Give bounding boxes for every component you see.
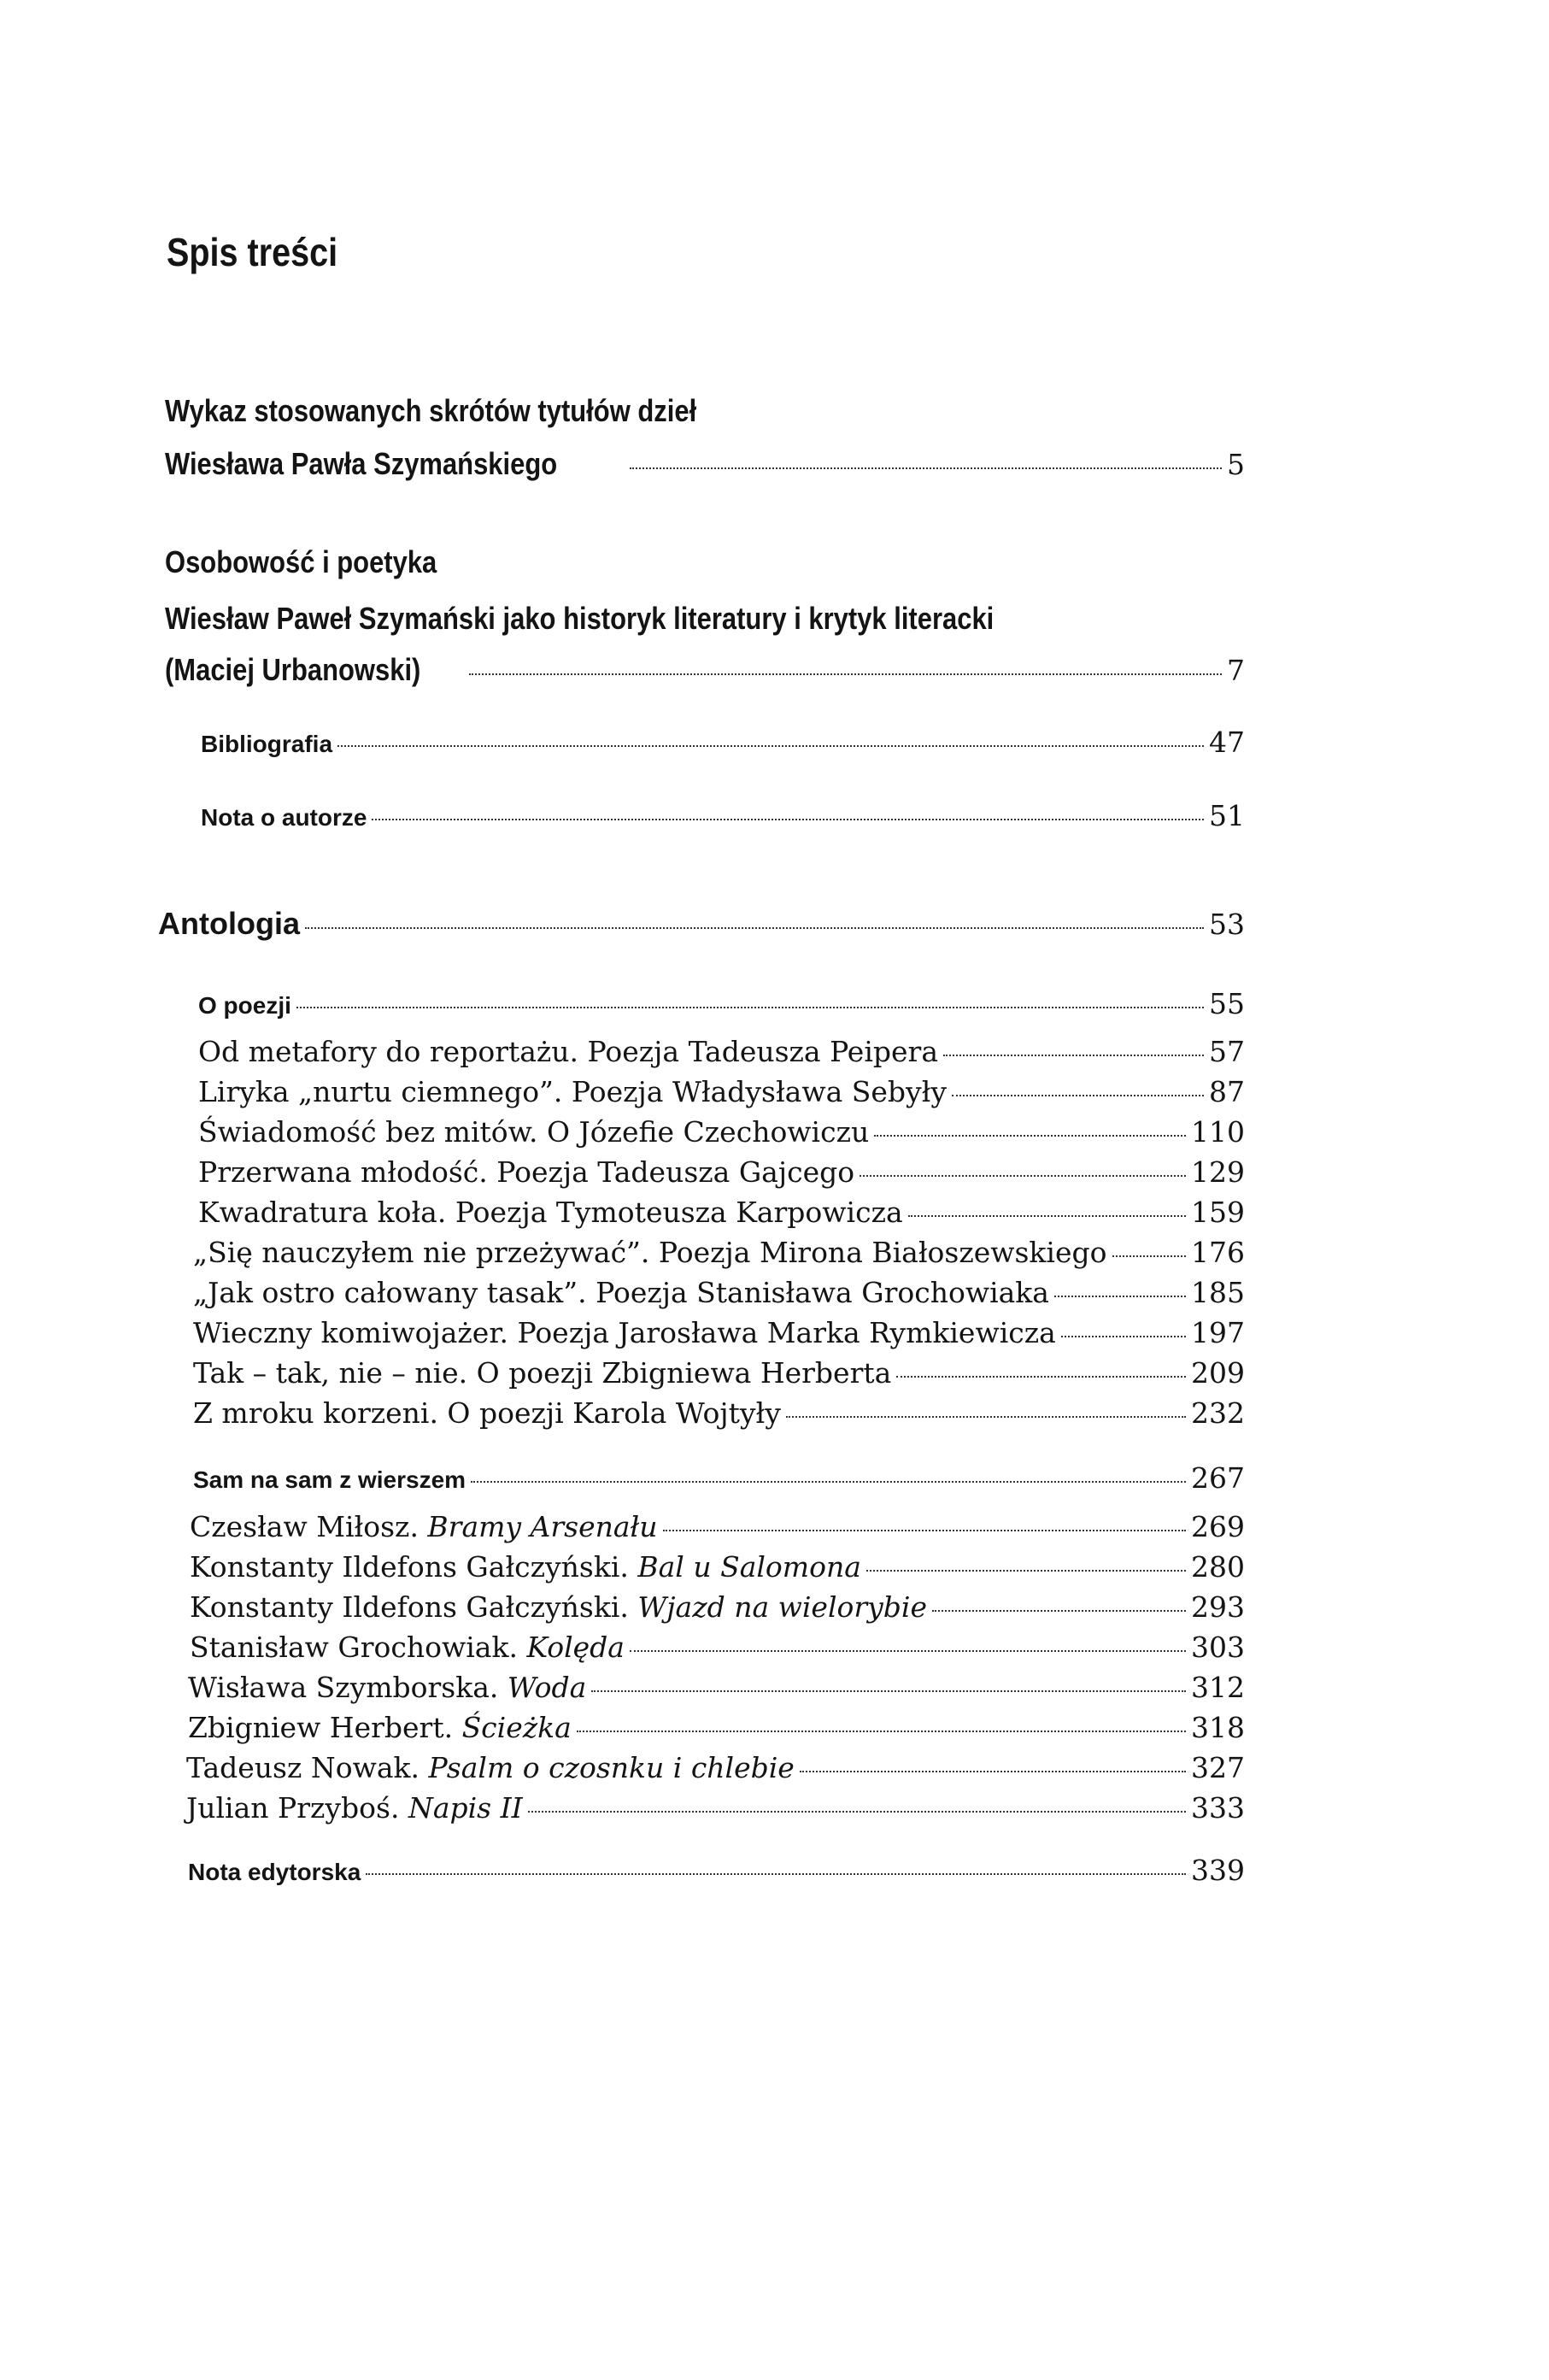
leader-dots: [528, 1811, 1186, 1813]
toc-essay-line1: Osobowość i poetyka: [165, 544, 437, 579]
toc-entry[interactable]: [193, 1396, 1245, 1430]
toc-abbrev-line2: Wiesława Pawła Szymańskiego: [165, 446, 558, 481]
toc-page-number: 293: [1191, 1590, 1245, 1624]
toc-entry[interactable]: [193, 1316, 1245, 1349]
leader-dots: [630, 1650, 1186, 1652]
toc-label: Antologia: [158, 906, 300, 941]
leader-dots: [591, 1690, 1186, 1692]
toc-entry[interactable]: [190, 1510, 1245, 1543]
toc-page-number: 280: [1191, 1550, 1245, 1584]
leader-dots: [952, 1095, 1204, 1096]
leader-dots: [337, 745, 1204, 747]
toc-page-number: 55: [1209, 987, 1245, 1020]
leader-dots: [860, 1175, 1186, 1177]
toc-page-number: 47: [1209, 726, 1245, 759]
toc-label: Od metafory do reportażu. Poezja Tadeusza Peipera: [198, 1035, 938, 1068]
toc-entry[interactable]: [198, 1196, 1245, 1229]
toc-entry-essay[interactable]: [165, 652, 1245, 687]
toc-page-number: 57: [1209, 1035, 1245, 1068]
leader-dots: [943, 1055, 1204, 1056]
toc-author: Tadeusz Nowak.: [186, 1751, 429, 1784]
toc-entry[interactable]: [193, 1356, 1245, 1390]
toc-work-title: Wjazd na wielorybie: [637, 1590, 927, 1624]
toc-author: Konstanty Ildefons Gałczyński.: [190, 1550, 638, 1584]
toc-entry-abbrev[interactable]: [165, 446, 1245, 481]
toc-entry[interactable]: [198, 1115, 1245, 1149]
toc-author: Julian Przyboś.: [186, 1791, 408, 1825]
toc-label: O poezji: [198, 992, 291, 1019]
toc-label: Z mroku korzeni. O poezji Karola Wojtyły: [193, 1396, 781, 1430]
leader-dots: [663, 1530, 1187, 1531]
toc-work-title: Woda: [507, 1671, 587, 1704]
toc-entry[interactable]: [193, 1278, 1245, 1307]
leader-dots: [874, 1135, 1186, 1137]
toc-author: Konstanty Ildefons Gałczyński.: [190, 1590, 638, 1624]
toc-page-number: 267: [1191, 1461, 1245, 1495]
toc-entry-antologia[interactable]: [158, 908, 1245, 939]
toc-label: Nota edytorska: [188, 1859, 361, 1885]
toc-page-number: 87: [1209, 1075, 1245, 1108]
toc-label: Świadomość bez mitów. O Józefie Czechowiczu: [198, 1115, 870, 1149]
toc-essay-line3: (Maciej Urbanowski): [165, 652, 421, 687]
toc-page-number: 129: [1191, 1155, 1245, 1189]
toc-page-number: 269: [1191, 1510, 1245, 1543]
toc-entry[interactable]: [190, 1631, 1245, 1664]
toc-entry-o-poezji[interactable]: [198, 987, 1245, 1020]
toc-work-title: Bramy Arsenału: [427, 1510, 658, 1543]
toc-entry-sam-na-sam[interactable]: [193, 1461, 1245, 1495]
toc-entry[interactable]: [186, 1751, 1245, 1784]
toc-entry[interactable]: [186, 1791, 1245, 1825]
toc-label: Sam na sam z wierszem: [193, 1466, 466, 1493]
toc-page-number: 197: [1191, 1316, 1245, 1349]
leader-dots: [471, 1481, 1186, 1483]
page-title: Spis treści: [167, 230, 338, 274]
leader-dots: [1112, 1255, 1186, 1257]
toc-entry[interactable]: [198, 1155, 1245, 1189]
toc-entry[interactable]: [193, 1236, 1245, 1269]
leader-dots: [372, 819, 1204, 820]
toc-label: Nota o autorze: [201, 804, 367, 831]
toc-work-title: Napis II: [408, 1791, 523, 1825]
toc-page-number: 303: [1191, 1631, 1245, 1664]
toc-page-number: 159: [1191, 1196, 1245, 1229]
toc-author: Czesław Miłosz.: [190, 1510, 428, 1543]
leader-dots: [305, 927, 1204, 929]
toc-entry-bibliografia[interactable]: [201, 726, 1245, 759]
toc-author: Wisława Szymborska.: [188, 1671, 508, 1704]
leader-dots: [908, 1215, 1186, 1217]
toc-entry[interactable]: [190, 1590, 1245, 1624]
toc-work-title: Kolęda: [526, 1631, 625, 1664]
toc-entry[interactable]: [188, 1713, 1245, 1742]
toc-label: Tak – tak, nie – nie. O poezji Zbigniewa Herberta: [193, 1356, 892, 1390]
toc-label: Przerwana młodość. Poezja Tadeusza Gajcego: [198, 1155, 855, 1189]
toc-entry[interactable]: [198, 1075, 1245, 1108]
leader-dots: [577, 1731, 1186, 1732]
toc-entry-nota-edytorska[interactable]: [188, 1854, 1245, 1887]
toc-entry-nota-o-autorze[interactable]: [201, 799, 1245, 832]
toc-entry[interactable]: [188, 1671, 1245, 1704]
toc-page-number: 51: [1209, 799, 1245, 832]
toc-abbrev-line1: Wykaz stosowanych skrótów tytułów dzieł: [165, 393, 697, 428]
toc-label: „Jak ostro całowany tasak”. Poezja Stanisława Grochowiaka: [193, 1276, 1049, 1309]
toc-essay-line2: Wiesław Paweł Szymański jako historyk literatury i krytyk literacki: [165, 601, 995, 636]
leader-dots: [866, 1570, 1186, 1572]
leader-dots: [800, 1771, 1186, 1772]
leader-dots: [1061, 1336, 1186, 1337]
toc-page-number: 209: [1191, 1356, 1245, 1390]
toc-page-number: 176: [1191, 1236, 1245, 1269]
toc-page-number: 185: [1191, 1276, 1245, 1309]
leader-dots: [1054, 1296, 1186, 1297]
toc-work-title: Bal u Salomona: [637, 1550, 861, 1584]
toc-page-number: 232: [1191, 1396, 1245, 1430]
toc-page-number: 110: [1191, 1115, 1245, 1149]
toc-work-title: Ścieżka: [461, 1711, 572, 1744]
toc-page-number: 333: [1191, 1791, 1245, 1825]
toc-work-title: Psalm o czosnku i chlebie: [428, 1751, 795, 1784]
toc-page-number: 5: [1227, 448, 1245, 481]
leader-dots: [296, 1007, 1204, 1008]
toc-page-number: 53: [1209, 908, 1245, 941]
toc-page-number: 312: [1191, 1671, 1245, 1704]
toc-author: Zbigniew Herbert.: [188, 1711, 462, 1744]
toc-author: Stanisław Grochowiak.: [190, 1631, 527, 1664]
toc-label: Wieczny komiwojażer. Poezja Jarosława Marka Rymkiewicza: [193, 1316, 1056, 1349]
toc-label: Bibliografia: [201, 731, 333, 757]
leader-dots: [932, 1610, 1186, 1612]
leader-dots: [469, 673, 1222, 675]
toc-entry[interactable]: [198, 1037, 1245, 1066]
toc-entry[interactable]: [190, 1550, 1245, 1584]
leader-dots: [630, 467, 1222, 469]
toc-label: „Się nauczyłem nie przeżywać”. Poezja Mirona Białoszewskiego: [193, 1236, 1107, 1269]
leader-dots: [786, 1416, 1186, 1418]
toc-page-number: 327: [1191, 1751, 1245, 1784]
toc-page-number: 339: [1191, 1854, 1245, 1887]
toc-label: Liryka „nurtu ciemnego”. Poezja Władysława Sebyły: [198, 1075, 947, 1108]
toc-label: Kwadratura koła. Poezja Tymoteusza Karpowicza: [198, 1196, 903, 1229]
toc-page-number: 318: [1191, 1711, 1245, 1744]
leader-dots: [896, 1376, 1186, 1378]
leader-dots: [366, 1873, 1186, 1875]
toc-page-number: 7: [1227, 654, 1245, 687]
